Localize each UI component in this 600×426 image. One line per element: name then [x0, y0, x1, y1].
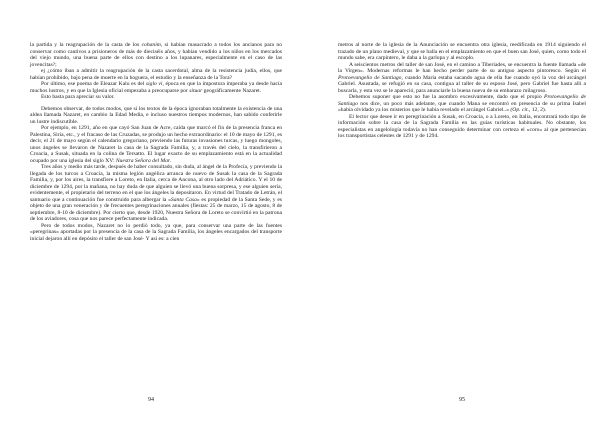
paragraph-text: Esto basta para apreciar su valor. [41, 94, 115, 100]
right-page-number: 95 [459, 397, 465, 403]
left-page-number: 94 [148, 397, 154, 403]
right-text-column [338, 42, 586, 140]
italic-text: cohanim [141, 42, 161, 48]
paragraph [30, 42, 282, 68]
paragraph-text: , 12, 2). [528, 107, 547, 113]
paragraph-text: , si habían masacrado a todos los ancianos para no conservar como cautivos a prisioneros de más de dieciséis años, y habían vendido a los niños en los mercados del viejo mundo, una buena parte de ellos con destino a los lupanares, especialmente en el caso de las jovencitas?; [30, 42, 282, 68]
paragraph-text: , época en que la impostura imperaba ya desde hacía muchos lustros, y en que la Iglesia oficial empezaba a preocuparse por [30, 81, 282, 94]
paragraph-text: , cuando María estaba sacando agua de ella fue cuando oyó la voz del arcángel Gabriel. Asustada, se refugió en su casa, contigua al taller de su esposo José, pero Gabriel fue hasta allí a buscarla, y esta vez se le apareció, para anunciarle la buena nueva de su embarazo milagroso. [338, 74, 586, 94]
paragraph [338, 114, 586, 140]
paragraph-text: Por ejemplo, en 1291, año en que cayó San Juan de Acre, caída que marcó el fin de la presencia franca en Palestina, Siria, etc., y el fracaso de las Cruzadas, se produjo un hecho extraordinario: el 10 de mayo de 1291, es decir, el 21 de mayo según el calendario gregoriano, previendo las futuras invasiones turcas, y luego mongoles, unos ángeles se llevaron de Nazaret la casa de la Sagrada Familia, y, a través del cielo, la transfirieron a Croacia, a Susak, situada en la colina de Tersatto. El lugar exacto de su emplazamiento está en la actualidad ocupado por una iglesia del siglo XV: [30, 125, 282, 164]
paragraph [30, 81, 282, 94]
italic-text: Santa Casa [170, 196, 197, 203]
paragraph [338, 94, 586, 114]
paragraph-text: ej ¿cómo iban a admitir la reagrupación de la casta sacerdotal, alma de la resistencia judía, ellos, que habían prohibido, bajo pena de muerte en la hoguera, el estudio y la enseñanza de la Tora? [30, 68, 282, 81]
italic-text: Nuestra Señora del Mar [115, 157, 171, 164]
paragraph [338, 62, 586, 95]
paragraph-text: geográficamente Nazaret. [202, 87, 262, 94]
paragraph-text: . [170, 157, 172, 164]
paragraph-text: Debemos observar, de todos modos, que si los textos de la época ignoraban totalmente la existencia de una aldea llamada Nazaret, en cambio la Edad Media, e incluso nuestros tiempos modernos, han sabido conferirle un lustre indiscutible. [30, 105, 282, 125]
paragraph-text: la partida y la reagrupación de la casta de los [30, 42, 142, 48]
italic-text: siglo vi [145, 81, 163, 87]
paragraph-text: Pero de todos modos, Nazaret no lo perdió todo, ya que, para conservar una parte de las fuentes «peregrinas» aportadas por la presencia de la casa de la Sagrada Familia, los ángeles encargados del transporte inicial dejaron allí en depósito el taller de san José· Y así es: a cien [30, 222, 282, 242]
paragraph [338, 42, 586, 62]
paragraph [30, 68, 282, 81]
paragraph [30, 106, 282, 126]
paragraph-text: Debemos suponer que esto no fue la asombro excesivamente, dado que el propio [349, 94, 545, 100]
right-page [300, 0, 600, 426]
left-text-column [30, 42, 282, 242]
paragraph-text: El lector que desee ir en peregrinación a Susak, en Croacia, o a Loreto, en Italia, encontrará todo tipo de información sobre la casa de la Sagrada Familia en las guías turísticas habituales. No obstante, los especialistas en angelología todavía no han conseguido determinar con certeza el «coro» al que pertenecían los transportistas celestes de 1291 y de 1294. [338, 113, 586, 139]
italic-text: Protoevangelio de Santiago [338, 74, 402, 81]
paragraph [30, 223, 282, 243]
italic-text: Protoevangelio de Santiago [338, 94, 586, 107]
paragraph-text: metros al norte de la iglesia de la Anunciación se encuentra otra iglesia, reedificada en 1914 siguiendo el trazado de un plano medieval, y que se halla en el emplazamiento en que el buen san José, quien, como todo el mundo sabe, era carpintero, le daba a la garlopa y al escoplo. [338, 42, 586, 61]
paragraph-text: Tres años y medio más tarde, después de haber consultado, sin duda, al ángel de la Profecía, y previendo la llegada de los turcos a Croacia, la misma legión angélica arranca de nuevo de Susak la casa de la Sagrada Familia, y, por los aires, la transfiere a Loreto, en Italia, cerca de Ancona, al otro lado del Adriático. Y el 10 de diciembre de 1294, por la mañana, no hay duda de que alguien se llevó una buena sorpresa, y ese alguien sería, evidentemente, el propietario del terreno en el que los ángeles la depositaron. En virtud del Tratado de Letrán, el santuario que a continuación fue construido para albergar la « [30, 164, 282, 203]
paragraph-text: nos dice, un poco más adelante, que cuando Mana se encontró en presencia de su prima Isabel «había olvidado ya los misterios que le había revelado el arcángel Gabriel..» [338, 100, 586, 113]
paragraph [30, 164, 282, 223]
paragraph-text: Por último, ese poema de Eleazar Kalu es del [41, 81, 146, 87]
italic-text: situar [189, 87, 203, 94]
paragraph [30, 125, 282, 164]
paragraph-text: » es propiedad de la Santa Sede, y es objeto de una gran veneración y de frecuentes peregrinaciones anuales (fiestas: 25 de marzo, 15 de agosto, 8 de septiembre, 8-10 de diciembre). Por cierto que, desde 1920, Nuestra Señora de Loreto se convirtió en la patrona de los aviadores, cosa que nos parece perfectamente indicada. [30, 196, 282, 222]
paragraph-text: A seiscientos metros del taller de san José, en el camino a Tiberíades, se encuentra la fuente llamada «de la Virgen». Modernas reformas le han hecho perder parte de su antiguo aspecto pintoresco. Según el [338, 61, 586, 74]
italic-text: (Op. cit. [510, 107, 529, 113]
